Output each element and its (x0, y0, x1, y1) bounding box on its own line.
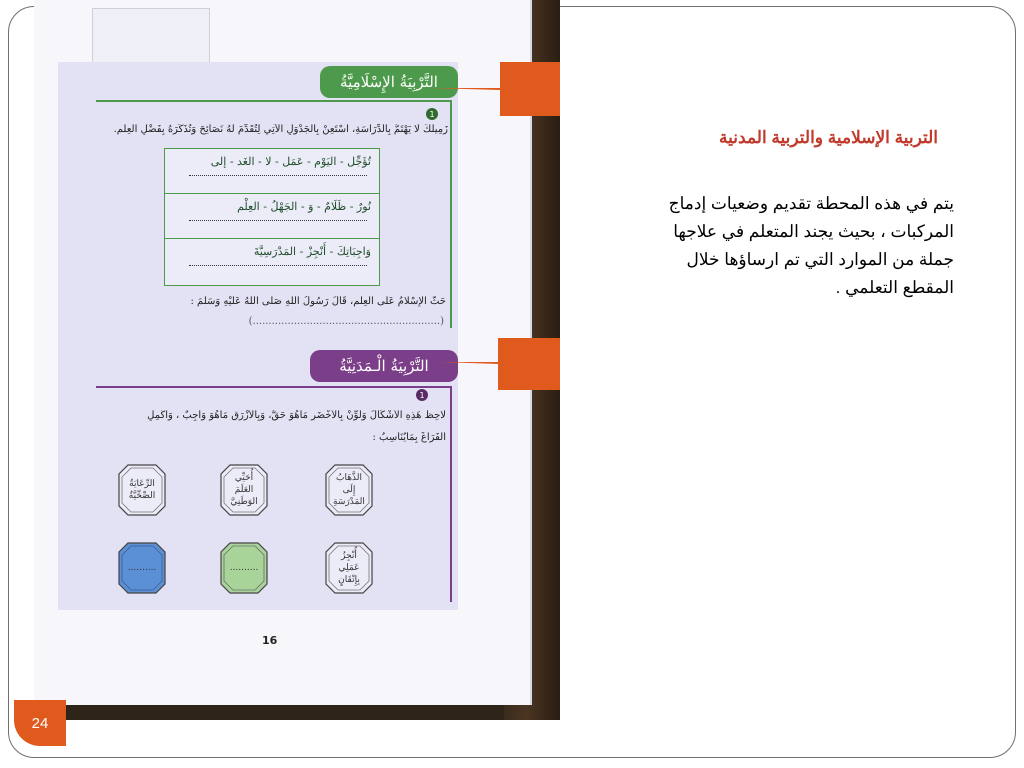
badge-text: أُنْجِزُ عَمَلِي بِإِتْقَانٍ (338, 551, 360, 585)
badge-school (325, 464, 373, 516)
instruction-1: زَمِيلُكَ لَا يَهْتَمُّ بِالدِّرَاسَةِ، اسْتَعِنْ بِالجَدْوَلِ الآتِي لِتُقَدِّمَ لَهُ نَصَائِحَ وَتُذَكِّرَهُ بِفَضْلِ العِلْمِ. (113, 124, 448, 135)
purple-side-rule (450, 386, 452, 602)
body-line: يتم في هذه المحطة تقديم وضعيات إدماج (668, 194, 954, 213)
dotted-answer-line (189, 175, 367, 176)
slide-page-number: 24 (14, 700, 66, 746)
hadith-line: حَثَّ الإِسْلَامُ عَلَى العِلْمِ، قَالَ رَسُولُ اللهِ صَلَّى اللهُ عَلَيْهِ وَسَلَّمَ : (190, 296, 446, 307)
table-cell: تُؤَجِّل - اليَوْم - عَمَل - لا - الغَد - إلى (210, 155, 371, 168)
instruction-2-line1: لَاحِظْ هَذِهِ الأَشْكَالَ وَلَوِّنْ بِالأَخْضَرِ مَاهُوَ حَقٌّ، وَبِالأَزْرَقِ مَاهُوَ وَاجِبٌ ، وَأَكْمِلِ (147, 410, 446, 421)
textbook-page-number: 16 (262, 634, 278, 647)
badge-text: .......... (229, 563, 259, 573)
table-row (165, 194, 379, 239)
badge-text: الذَّهَابُ إِلَى المَدْرَسَةِ (333, 473, 365, 507)
dotted-answer-line (189, 265, 367, 266)
badge-flag (220, 464, 268, 516)
green-side-rule (450, 100, 452, 328)
badge-work (325, 542, 373, 594)
slide-title: التربية الإسلامية والتربية المدنية (719, 128, 938, 147)
instruction-2-line2: الفَرَاغَ بِمَايُنَاسِبُ : (372, 432, 446, 443)
slide-body (554, 190, 954, 302)
callout-arrow-icon (440, 336, 560, 392)
civic-education-label: التَّرْبِيَةُ الْـمَدَنِيَّةُ (310, 350, 458, 382)
badge-green (220, 542, 268, 594)
badge-health (118, 464, 166, 516)
purple-rule (96, 386, 450, 388)
dotted-answer-line (189, 220, 367, 221)
exercise-marker-2: 1 (416, 389, 428, 401)
word-table (164, 148, 380, 286)
printed-area (58, 62, 458, 610)
badge-text: أُحَيِّي العَلَمَ الوَطَنِيَّ (230, 473, 258, 507)
table-row (165, 239, 379, 284)
islamic-education-label: التَّرْبِيَةُ الإِسْلَامِيَّةُ (320, 66, 458, 98)
body-line: المركبات ، بحيث يجند المتعلم في علاجها (673, 222, 954, 241)
table-row (165, 149, 379, 194)
badge-text: .......... (127, 563, 157, 573)
badge-blue (118, 542, 166, 594)
badge-text: الرِّعَايَةُ الصِّحِّيَّةُ (128, 479, 156, 501)
exercise-marker-1: 1 (426, 108, 438, 120)
body-line: جملة من الموارد التي تم ارساؤها خلال (686, 250, 954, 269)
table-cell: نُورٌ - ظَلَامٌ - وَ - الجَهْلُ - العِلْم (237, 200, 371, 213)
body-line: المقطع التعلمي . (835, 278, 954, 297)
callout-arrow-icon (430, 60, 560, 120)
green-rule (96, 100, 450, 102)
hadith-blank: (...........................................................) (248, 316, 444, 327)
table-cell: وَاجِبَاتِكَ - أَنْجِزْ - المَدْرَسِيَّةَ (253, 245, 371, 258)
